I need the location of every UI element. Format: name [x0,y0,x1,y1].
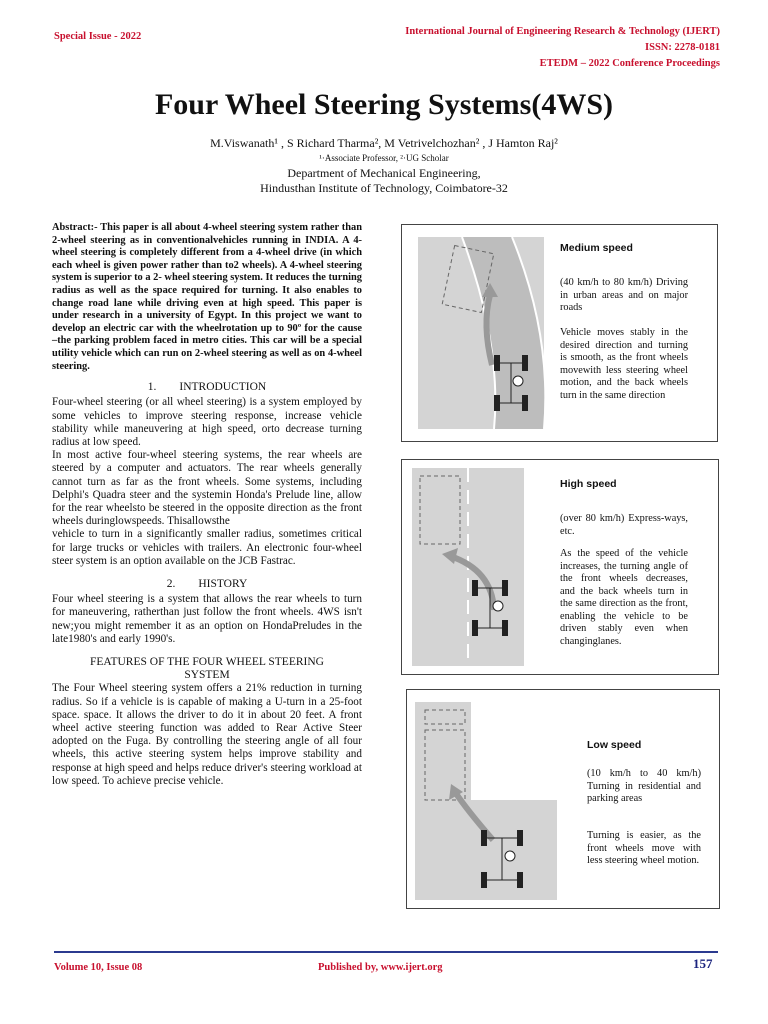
author-roles: ¹·Associate Professor, ²·UG Scholar [319,153,449,163]
journal-header [405,24,720,72]
figure-low-speed [406,689,720,909]
low-speed-label: Low speed [587,739,642,751]
medium-speed-description: Vehicle moves stably in the desired direction and turning is smooth, as the front wheels movewith less steering wheel motion, and the back wheels turn in the same direction [560,327,688,401]
medium-speed-range: (40 km/h to 80 km/h) Driving in urban areas and on major roads [560,277,688,313]
high-speed-label: High speed [560,478,617,490]
journal-name: International Journal of Engineering Research & Technology (IJERT) [405,26,720,37]
figure-high-speed [401,459,719,675]
low-speed-range: (10 km/h to 40 km/h) Turning in residential and parking areas [587,768,701,804]
history-paragraph: Four wheel steering is a system that allows the rear wheels to turn for maneuvering, ratherthan just follow the front wheels. 4WS isn't new;you might remember it as an option on HondaPreludes in the late1980's and early 1990's. [52,593,362,645]
conference-name: ETEDM – 2022 Conference Proceedings [539,58,720,69]
special-issue-label: Special Issue - 2022 [54,31,142,42]
intro-paragraph-2: In most active four-wheel steering systems, the rear wheels are steered by a computer and actuators. The rear wheels generally cannot turn as far as the front wheels. Some systems, including Delphi's Quadra steer and the systemin Honda's Prelude line, allow for the rear wheelsto be steered in the opposite direction as the front wheels duringlowspeeds. Thisallowsthe [52,449,362,528]
footer-divider [54,951,718,953]
intro-heading: 1. INTRODUCTION [147,381,267,394]
author-names: M.Viswanath¹ , S Richard Tharma², M Vetrivelchozhan² , J Hamton Raj² [210,136,558,150]
volume-issue: Volume 10, Issue 08 [54,962,143,973]
left-column [52,222,362,788]
low-speed-description: Turning is easier, as the front wheels move with less steering wheel motion. [587,830,701,866]
features-heading: FEATURES OF THE FOUR WHEEL STEERING SYSTEM [90,655,324,682]
features-paragraph: The Four Wheel steering system offers a 21% reduction in turning radius. So if a vehicle is is capable of making a U-turn in a 25-foot space. space. It allows the driver to do it in about 20 feet. A front wheel active steering function was added to Rear Active Steer adopted on the Fuga. By controlling the steering angle of all four wheels, this active steering system helps improve stability and response at high speed and helps reduce driver's steering workload at low speed. To achieve precise vehicle. [52,682,362,787]
page-number: 157 [693,956,713,971]
author-block [0,136,768,196]
publisher: Published by, www.ijert.org [318,962,443,973]
paper-title: Four Wheel Steering Systems(4WS) [154,88,614,121]
high-speed-range: (over 80 km/h) Express-ways, etc. [560,513,688,537]
abstract: Abstract:- This paper is all about 4-wheel steering system rather than 2-wheel steering as in conventionalvehicles running in INDIA. A 4-wheel steering is completely different from a 4-wheel drive (in which each wheel is given power rather than to2 wheels). A 4-wheel steering system is superior to a 2- wheel steering system. It reduces the turning radius as well as the space required for turning. It also enables to change road lane while driving even at high speed. This paper is under research in a university of Egypt. In this project we want to develop an electric car with the wheelrotation up to 90º for the cause –the parking problem faced in metro cities. This car will be a special utility vehicle which can run on 2-wheel steering as well as on 4-wheel steering. [52,222,362,372]
author-department: Department of Mechanical Engineering, [287,166,481,180]
history-heading: 2. HISTORY [166,577,248,590]
medium-speed-label: Medium speed [560,242,633,254]
intro-paragraph-3: vehicle to turn in a significantly smaller radius, sometimes critical for large trucks or vehicles with trailers. An electronic four-wheel steer system is an option available on the JCB Fastrac. [52,528,362,567]
intro-paragraph-1: Four-wheel steering (or all wheel steering) is a system employed by some vehicles to improve steering response, increase vehicle stability while maneuvering at high speed, orto decrease turning radius at low speed. [52,396,362,448]
author-institute: Hindusthan Institute of Technology, Coimbatore-32 [260,181,508,195]
figure-medium-speed [401,224,718,442]
issn: ISSN: 2278-0181 [645,42,720,53]
high-speed-description: As the speed of the vehicle increases, the turning angle of the front wheels decreases, and the back wheels turn in the same direction as the front, enabling the vehicle to be driven stably even when changinglanes. [560,548,688,647]
